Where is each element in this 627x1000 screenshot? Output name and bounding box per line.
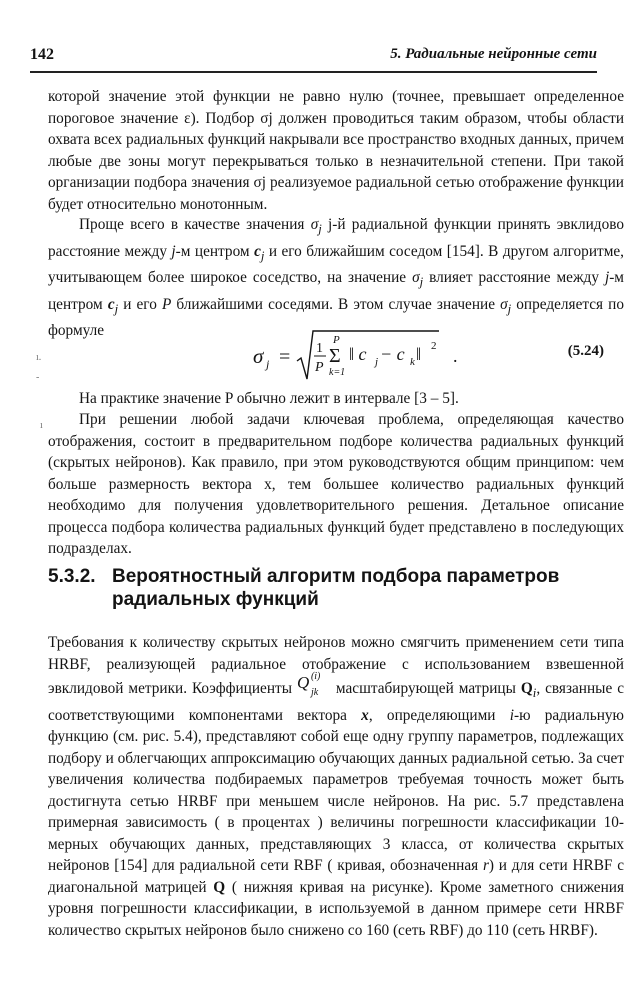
formula-frac-den: P <box>315 360 324 375</box>
formula-close: ‖ <box>416 344 422 364</box>
formula-minus: − c <box>380 344 405 364</box>
paragraph-5 <box>48 632 624 941</box>
formula-frac-num: 1 <box>316 341 323 356</box>
equation-number: (5.24) <box>567 343 604 359</box>
section-title-part-1: Вероятностный алгоритм подбора параметров <box>112 566 560 587</box>
paragraph-5-text: Требования к количеству скрытых нейронов можно смягчить применением сети типа HRBF, реализующей радиальное отображение с использованием взвешенной эвклидовой метрики. Коэффициенты Q (i) jk масштабирующей матрицы $Q_i$, связанные с соответствующими компонентами вектора x, определяющими i-ю радиальную функцию (см. рис. 5.4), представляют собой еще одну группу параметров, подлежащих подбору и облегчающих аппроксимацию обучающих данных радиальной сетью. За счет увеличения количества подбираемых параметров требуемая точность может быть достигнута сетью HRBF при меньшем числе нейронов. На рис. 5.7 представлена примерная зависимость ( в процентах ) величины погрешности классификации 10-мерных обучающих данных, представляющих 3 класса, от количества скрытых нейронов [154] для радиальной сети RBF ( кривая, обозначенная r) и для сети HRBF с диагональной матрицей Q ( нижняя кривая на рисунке). Кроме заметного снижения уровня погрешности классификации, в используемой в данном примере сети HRBF количество скрытых нейронов было снижено со 160 (сеть RBF) до 110 (сеть HRBF). <box>48 634 624 939</box>
paragraph-1-text: которой значение этой функции не равно нулю (точнее, превышает определенное пороговое значение ε). Подбор σj должен проводиться таким образом, чтобы области охвата всех радиальных функций накрывали все пространство входных данных, причем любые две зоны могут перекрываться только в незначительной степени. При такой организации подбора значения σj реализуемое радиальной сетью отображение функции будет относительно монотонным. <box>48 88 624 213</box>
header-rule <box>30 71 597 73</box>
paragraph-2-text: Проще всего в качестве значения $\sigma_j$ j-й радиальной функции принять эвклидово расстояние между j-м центром $c_j$ и его ближайшим соседом [154]. В другом алгоритме, учитывающем более широкое соседство, на значение $\sigma_j$ влияет расстояние между j-м центром $c_j$ и его P ближайшими соседями. В этом случае значение $\sigma_j$ определяется по формуле <box>48 216 624 340</box>
running-title: 5. Радиальные нейронные сети <box>390 46 597 62</box>
paragraph-1 <box>48 86 624 215</box>
paragraph-4-text: При решении любой задачи ключевая проблема, определяющая качество отображения, состоит в предварительном подборе количества радиальных функций (скрытых нейронов). Как правило, при этом руководствуются общим принципом: чем больше размерность вектора x, тем большее количество радиальных функций необходимо для получения удовлетворительного решения. Детальное описание процесса подбора количества радиальных функций будет представлено в последующих подразделах. <box>48 411 624 557</box>
formula-body-sub2: k <box>410 356 415 368</box>
section-title-part-2: радиальных функций <box>112 589 319 610</box>
formula-sum-top: P <box>333 334 340 346</box>
page-header <box>30 46 597 70</box>
scan-mark: - <box>36 372 40 383</box>
formula-sum-symbol: Σ <box>329 345 341 367</box>
paragraph-3-text: На практике значение P обычно лежит в интервале [3 – 5]. <box>79 390 459 407</box>
page-number: 142 <box>30 46 54 63</box>
formula-trail: . <box>453 346 458 366</box>
formula-lhs: σ <box>253 344 264 368</box>
section-heading-line-1 <box>48 565 618 588</box>
formula-equals: = <box>279 346 291 368</box>
scan-mark: ı <box>40 420 43 431</box>
paragraph-3 <box>48 388 624 410</box>
sigma-formula <box>253 325 523 395</box>
section-number: 5.3.2. <box>48 566 96 587</box>
formula-body-sub1: j <box>375 356 379 368</box>
paragraph-4 <box>48 409 624 560</box>
formula-lhs-sub: j <box>266 357 270 371</box>
formula-5-24 <box>48 325 624 395</box>
formula-body: ‖ c <box>349 344 367 364</box>
scan-mark: ı. <box>36 352 42 363</box>
paragraph-2 <box>48 214 624 342</box>
section-heading <box>48 565 618 611</box>
formula-sum-bottom: k=1 <box>329 367 346 378</box>
formula-power: 2 <box>431 340 437 352</box>
